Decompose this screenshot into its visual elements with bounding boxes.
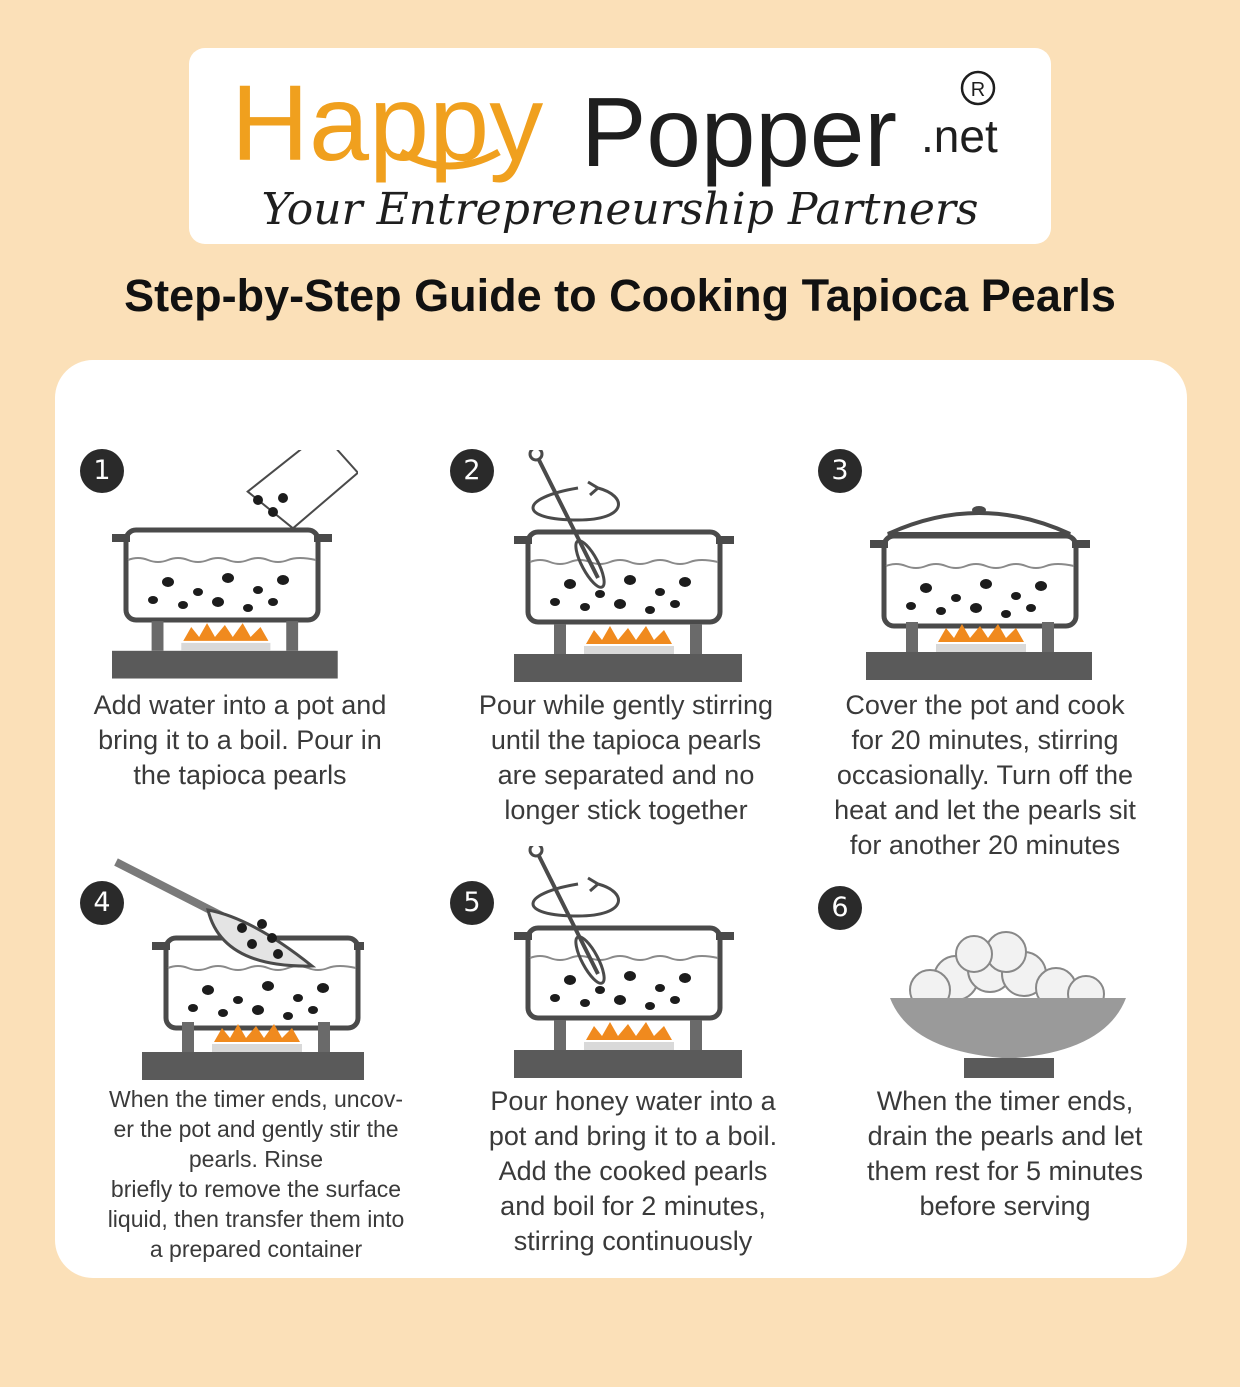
step-1-caption-line: Add water into a pot and [93, 690, 387, 720]
step-4-caption-line: liquid, then transfer them into [107, 1206, 405, 1232]
step-5-caption-line: pot and bring it to a boil. [488, 1121, 778, 1151]
step-6-illustration [886, 930, 1130, 1082]
step-4-caption-line: a prepared container [149, 1236, 363, 1262]
step-6-caption-line: them rest for 5 minutes [866, 1156, 1144, 1186]
step-5-caption [455, 1084, 811, 1259]
step-5-caption-line: Add the cooked pearls [498, 1156, 768, 1186]
step-3-caption-line: for another 20 minutes [849, 830, 1121, 860]
step-6-caption [830, 1084, 1180, 1224]
step-1-caption-line: the tapioca pearls [133, 760, 347, 790]
step-3-caption [805, 688, 1165, 863]
logo-tagline: Your Entrepreneurship Partners [261, 184, 979, 235]
logo-domain-text: .net [921, 110, 998, 162]
step-4-caption-line: When the timer ends, uncov- [108, 1086, 404, 1112]
happypopper-logo [189, 48, 1051, 244]
step-5-caption-line: Pour honey water into a [490, 1086, 776, 1116]
step-5-caption-line: and boil for 2 minutes, [500, 1191, 766, 1221]
step-6-number: 6 [818, 886, 862, 930]
step-2-illustration [510, 450, 760, 682]
logo-popper-text: Popper [581, 77, 898, 187]
step-6-caption-line: When the timer ends, [876, 1086, 1134, 1116]
step-2-caption [450, 688, 802, 828]
step-4-caption [80, 1084, 432, 1264]
step-2-caption-line: until the tapioca pearls [490, 725, 762, 755]
step-6-caption-line: drain the pearls and let [867, 1121, 1143, 1151]
step-1-caption-line: bring it to a boil. Pour in [98, 725, 382, 755]
step-2-number: 2 [450, 449, 494, 493]
step-3-caption-line: Cover the pot and cook [845, 690, 1125, 720]
page-title: Step-by-Step Guide to Cooking Tapioca Pearls [124, 270, 1116, 321]
step-4-caption-line: briefly to remove the surface [110, 1176, 402, 1202]
step-2-caption-line: are separated and no [497, 760, 755, 790]
step-4-caption-line: er the pot and gently stir the [113, 1116, 399, 1142]
logo-card [189, 48, 1051, 244]
step-2-caption-line: longer stick together [504, 795, 748, 825]
registered-mark-letter: R [970, 79, 986, 101]
step-1-caption [70, 688, 410, 793]
step-3-illustration [866, 494, 1092, 684]
step-3-caption-line: heat and let the pearls sit [834, 795, 1136, 825]
step-2-caption-line: Pour while gently stirring [478, 690, 774, 720]
step-5-illustration [510, 846, 760, 1078]
step-3-caption-line: for 20 minutes, stirring [851, 725, 1119, 755]
step-3-caption-line: occasionally. Turn off the [836, 760, 1134, 790]
step-4-illustration [112, 858, 364, 1080]
step-1-number: 1 [80, 449, 124, 493]
step-1-illustration [108, 450, 358, 682]
step-5-number: 5 [450, 881, 494, 925]
step-4-number: 4 [80, 881, 124, 925]
step-3-number: 3 [818, 449, 862, 493]
step-6-caption-line: before serving [919, 1191, 1091, 1221]
logo-happy-text: Happy [231, 62, 544, 183]
step-5-caption-line: stirring continuously [513, 1226, 753, 1256]
step-4-caption-line: pearls. Rinse [188, 1146, 324, 1172]
